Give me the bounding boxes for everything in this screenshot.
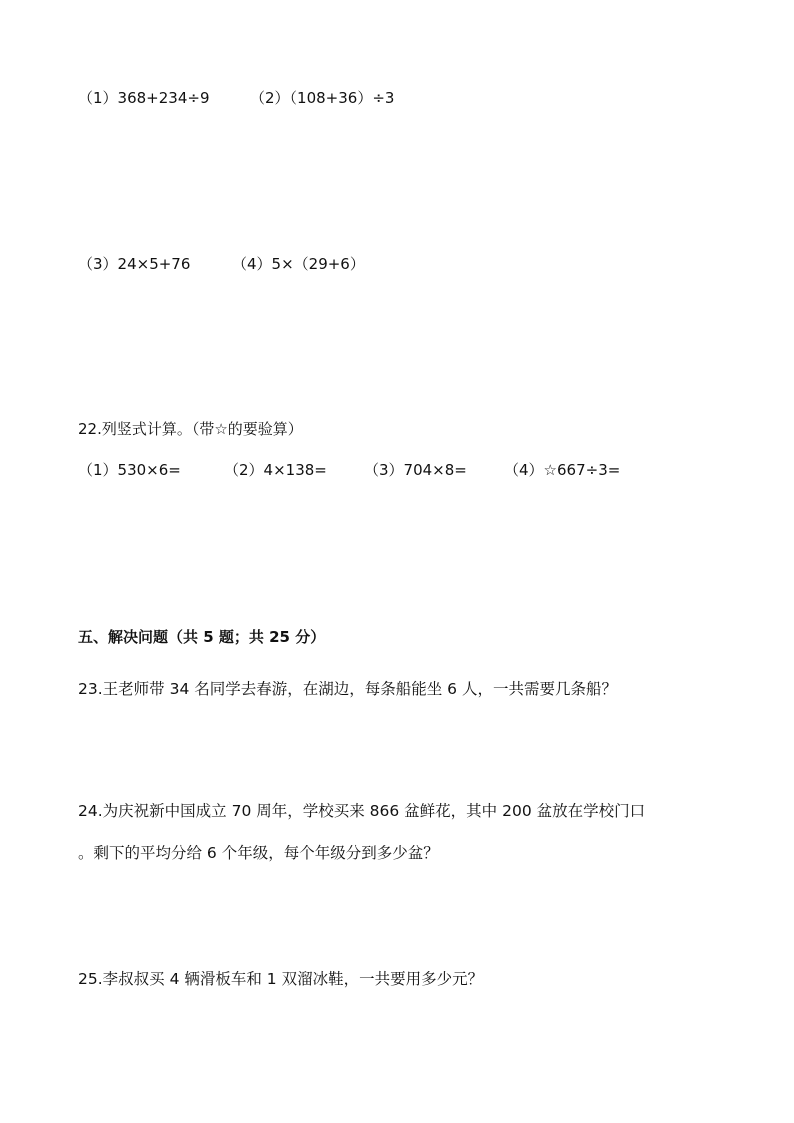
q22-item-3: （3）704×8= — [364, 461, 467, 479]
q25-text: 25.李叔叔买 4 辆滑板车和 1 双溜冰鞋，一共要用多少元？ — [78, 970, 484, 988]
arith-row-1 — [78, 88, 478, 108]
q22-items-row — [78, 460, 718, 480]
q22-item-1: （1）530×6= — [78, 461, 181, 479]
arith-item-4: （4）5×（29+6） — [232, 255, 365, 273]
arith-item-1: （1）368+234÷9 — [78, 89, 210, 107]
arith-row-2 — [78, 254, 478, 274]
section-5-heading: 五、解决问题（共 5 题；共 25 分） — [78, 628, 326, 646]
q22-item-4: （4）☆667÷3= — [504, 461, 621, 479]
arith-item-2: （2）（108+36）÷3 — [250, 89, 395, 107]
q22-title: 22.列竖式计算。（带☆的要验算） — [78, 420, 303, 438]
q24-line-2: 。剩下的平均分给 6 个年级，每个年级分到多少盆？ — [78, 844, 439, 862]
q23-text: 23.王老师带 34 名同学去春游，在湖边，每条船能坐 6 人，一共需要几条船？ — [78, 680, 617, 698]
q24-line-1: 24.为庆祝新中国成立 70 周年，学校买来 866 盆鲜花，其中 200 盆放在学校门口 — [78, 802, 646, 820]
q22-item-2: （2）4×138= — [224, 461, 327, 479]
arith-item-3: （3）24×5+76 — [78, 255, 191, 273]
